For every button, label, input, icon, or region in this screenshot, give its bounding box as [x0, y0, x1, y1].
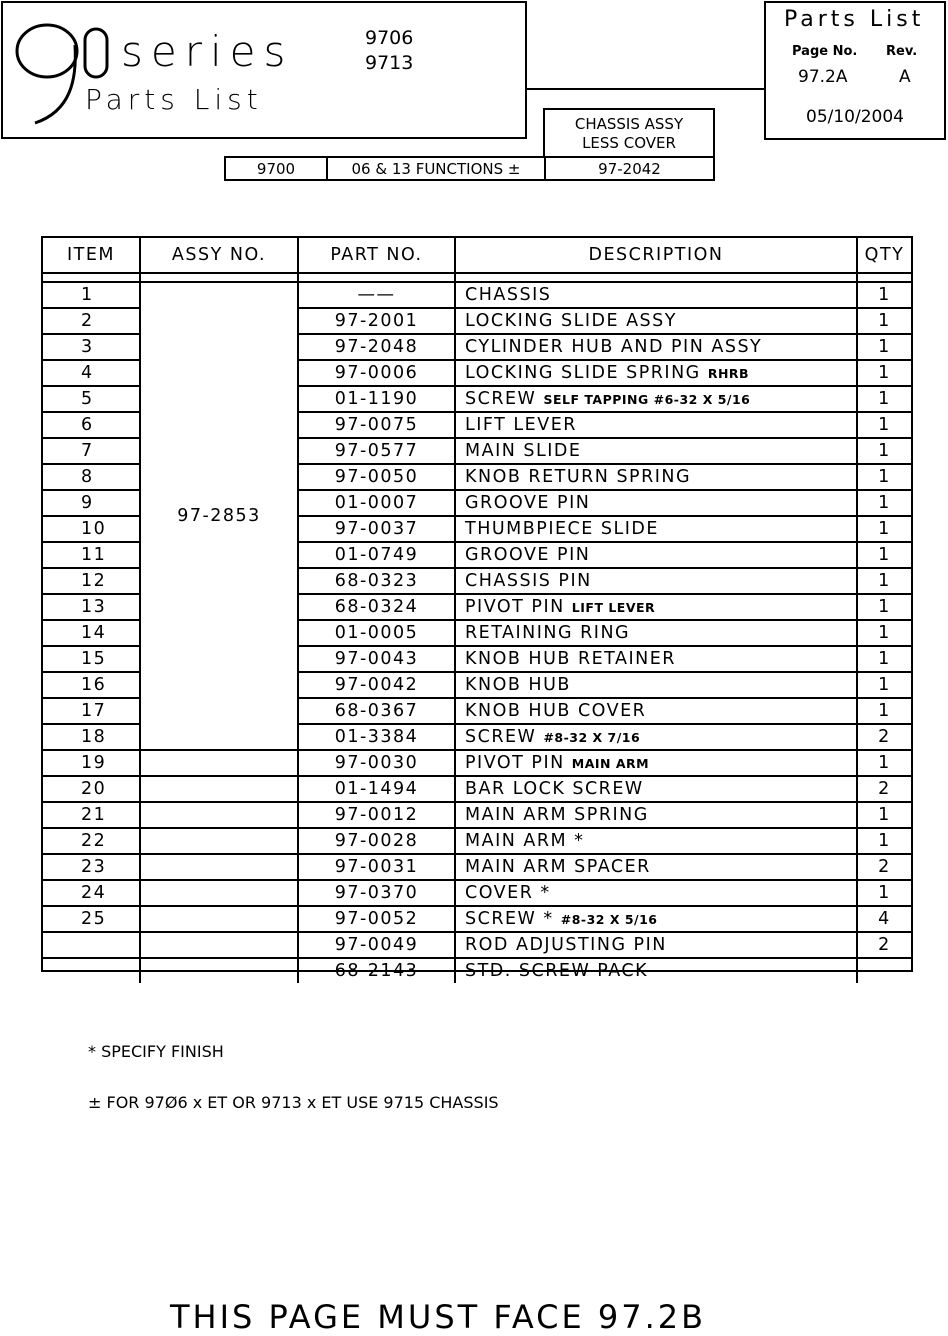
description-text: LOCKING SLIDE SPRING: [465, 363, 701, 383]
part-description: [455, 620, 857, 646]
quantity: 1: [857, 828, 911, 854]
description-text: THUMBPIECE SLIDE: [465, 519, 659, 539]
part-number: 97-0012: [298, 802, 455, 828]
item-number: 1: [43, 282, 140, 308]
assembly-number: 97-2853: [140, 282, 298, 750]
quantity: 1: [857, 438, 911, 464]
description-text: COVER *: [465, 883, 551, 903]
header-qty: QTY: [857, 238, 911, 273]
part-number: 01-1190: [298, 386, 455, 412]
part-number: 97-0031: [298, 854, 455, 880]
quantity: 1: [857, 412, 911, 438]
description-text: RETAINING RING: [465, 623, 631, 643]
quantity: [857, 958, 911, 983]
item-number: 15: [43, 646, 140, 672]
assembly-model: 9700: [226, 158, 328, 179]
quantity: 1: [857, 386, 911, 412]
part-description: [455, 542, 857, 568]
part-description: [455, 438, 857, 464]
part-description: [455, 698, 857, 724]
quantity: 1: [857, 750, 911, 776]
table-row: [43, 282, 911, 308]
part-number: 97-0006: [298, 360, 455, 386]
part-description: [455, 282, 857, 308]
quantity: 1: [857, 464, 911, 490]
quantity: 1: [857, 672, 911, 698]
item-number: 5: [43, 386, 140, 412]
parts-list-heading: Parts List: [85, 83, 263, 116]
item-number: 25: [43, 906, 140, 932]
parts-table: [41, 236, 913, 981]
part-description: [455, 360, 857, 386]
description-note: MAIN ARM: [571, 756, 650, 771]
description-note: SELF TAPPING #6-32 X 5/16: [543, 392, 751, 407]
series-title-block: [1, 1, 527, 139]
quantity: 2: [857, 854, 911, 880]
quantity: 2: [857, 724, 911, 750]
table-row: [43, 828, 911, 854]
revision-date: 05/10/2004: [806, 107, 904, 127]
item-number: 11: [43, 542, 140, 568]
part-number: 97-0049: [298, 932, 455, 958]
part-number: 97-0037: [298, 516, 455, 542]
item-number: 21: [43, 802, 140, 828]
description-text: GROOVE PIN: [465, 545, 591, 565]
part-number: 01-0749: [298, 542, 455, 568]
quantity: 1: [857, 698, 911, 724]
header-part: PART NO.: [298, 238, 455, 273]
part-description: [455, 516, 857, 542]
part-number: 01-0007: [298, 490, 455, 516]
page-facing-footer: THIS PAGE MUST FACE 97.2B: [170, 1298, 707, 1336]
description-text: PIVOT PIN: [465, 753, 565, 773]
item-number: 19: [43, 750, 140, 776]
item-number: 17: [43, 698, 140, 724]
part-description: [455, 724, 857, 750]
item-number: 2: [43, 308, 140, 334]
assembly-number-empty: [140, 828, 298, 854]
item-number: 23: [43, 854, 140, 880]
part-number: 68-0367: [298, 698, 455, 724]
description-text: KNOB RETURN SPRING: [465, 467, 692, 487]
part-number: 97-0043: [298, 646, 455, 672]
quantity: 1: [857, 594, 911, 620]
table-row: [43, 750, 911, 776]
item-number: 13: [43, 594, 140, 620]
description-text: SCREW: [465, 389, 537, 409]
part-number: ——: [298, 282, 455, 308]
quantity: 1: [857, 516, 911, 542]
header-spacer: [43, 273, 911, 282]
assembly-number-empty: [140, 854, 298, 880]
part-number: 97-0050: [298, 464, 455, 490]
table-row: [43, 958, 911, 983]
table-row: [43, 880, 911, 906]
page-no-label: Page No.: [792, 44, 858, 59]
model-number-1: 9706: [365, 27, 414, 49]
assembly-number-empty: [140, 802, 298, 828]
part-number: 68-2143: [298, 958, 455, 983]
description-text: ROD ADJUSTING PIN: [465, 935, 667, 955]
description-text: GROOVE PIN: [465, 493, 591, 513]
description-text: KNOB HUB: [465, 675, 571, 695]
quantity: 1: [857, 620, 911, 646]
header-description: DESCRIPTION: [455, 238, 857, 273]
assembly-title-box: [543, 108, 715, 158]
part-description: [455, 334, 857, 360]
item-number: 8: [43, 464, 140, 490]
quantity: 1: [857, 490, 911, 516]
part-description: [455, 776, 857, 802]
part-description: [455, 308, 857, 334]
quantity: 1: [857, 308, 911, 334]
assembly-functions: 06 & 13 FUNCTIONS ±: [328, 158, 546, 179]
part-number: 97-0370: [298, 880, 455, 906]
description-note: LIFT LEVER: [571, 600, 656, 615]
quantity: 1: [857, 646, 911, 672]
item-number: 18: [43, 724, 140, 750]
assembly-number-empty: [140, 958, 298, 983]
page-info-block: [764, 1, 946, 140]
part-number: 97-0042: [298, 672, 455, 698]
description-text: MAIN ARM SPACER: [465, 857, 651, 877]
part-description: [455, 880, 857, 906]
series-word: series: [121, 27, 294, 76]
part-description: [455, 802, 857, 828]
model-number-2: 9713: [365, 52, 414, 74]
quantity: 4: [857, 906, 911, 932]
chassis-note: ± FOR 97Ø6 x ET OR 9713 x ET USE 9715 CHASSIS: [88, 1093, 499, 1112]
item-number: 9: [43, 490, 140, 516]
part-number: 97-0577: [298, 438, 455, 464]
part-number: 01-1494: [298, 776, 455, 802]
description-text: MAIN ARM *: [465, 831, 585, 851]
description-text: KNOB HUB RETAINER: [465, 649, 676, 669]
description-text: STD. SCREW PACK: [465, 961, 649, 981]
description-text: CHASSIS PIN: [465, 571, 592, 591]
description-text: PIVOT PIN: [465, 597, 565, 617]
description-text: LIFT LEVER: [465, 415, 577, 435]
description-text: MAIN ARM SPRING: [465, 805, 649, 825]
part-description: [455, 750, 857, 776]
assembly-number-empty: [140, 750, 298, 776]
rev-value: A: [899, 67, 911, 87]
table-row: [43, 776, 911, 802]
part-description: [455, 464, 857, 490]
quantity: 1: [857, 542, 911, 568]
item-number: 16: [43, 672, 140, 698]
item-number: 4: [43, 360, 140, 386]
item-number: 10: [43, 516, 140, 542]
table-row: [43, 906, 911, 932]
part-number: 97-0075: [298, 412, 455, 438]
quantity: 2: [857, 932, 911, 958]
part-description: [455, 594, 857, 620]
page-no-value: 97.2A: [798, 67, 848, 87]
item-number: 24: [43, 880, 140, 906]
item-number: 14: [43, 620, 140, 646]
description-note: #8-32 X 5/16: [560, 912, 658, 927]
part-number: 68-0324: [298, 594, 455, 620]
page-info-title: Parts List: [784, 7, 925, 32]
header-item: ITEM: [43, 238, 140, 273]
part-description: [455, 854, 857, 880]
table-row: [43, 932, 911, 958]
part-description: [455, 828, 857, 854]
part-description: [455, 568, 857, 594]
assembly-title-line-1: CHASSIS ASSY: [574, 115, 684, 133]
description-text: LOCKING SLIDE ASSY: [465, 311, 677, 331]
description-text: MAIN SLIDE: [465, 441, 582, 461]
connector-line: [527, 88, 764, 90]
item-number: 3: [43, 334, 140, 360]
item-number: 22: [43, 828, 140, 854]
part-description: [455, 386, 857, 412]
item-number: 7: [43, 438, 140, 464]
part-description: [455, 646, 857, 672]
item-number: 12: [43, 568, 140, 594]
quantity: 2: [857, 776, 911, 802]
assembly-number-empty: [140, 932, 298, 958]
rev-label: Rev.: [886, 44, 918, 59]
quantity: 1: [857, 282, 911, 308]
description-text: CYLINDER HUB AND PIN ASSY: [465, 337, 763, 357]
item-number: 20: [43, 776, 140, 802]
assembly-title-line-2: LESS COVER: [582, 134, 676, 152]
item-number: [43, 932, 140, 958]
item-number: [43, 958, 140, 983]
table-row: [43, 802, 911, 828]
table-header-row: [43, 238, 911, 273]
description-note: RHRB: [707, 366, 750, 381]
description-text: SCREW *: [465, 909, 554, 929]
quantity: 1: [857, 334, 911, 360]
description-text: SCREW: [465, 727, 537, 747]
quantity: 1: [857, 568, 911, 594]
item-number: 6: [43, 412, 140, 438]
part-number: 97-0028: [298, 828, 455, 854]
part-description: [455, 412, 857, 438]
finish-note: * SPECIFY FINISH: [88, 1042, 224, 1061]
part-number: 97-0030: [298, 750, 455, 776]
part-description: [455, 932, 857, 958]
part-description: [455, 490, 857, 516]
part-number: 97-0052: [298, 906, 455, 932]
header-assy: ASSY NO.: [140, 238, 298, 273]
part-number: 97-2001: [298, 308, 455, 334]
part-description: [455, 958, 857, 983]
description-text: CHASSIS: [465, 285, 552, 305]
part-number: 68-0323: [298, 568, 455, 594]
part-description: [455, 906, 857, 932]
part-number: 01-0005: [298, 620, 455, 646]
description-text: KNOB HUB COVER: [465, 701, 647, 721]
part-description: [455, 672, 857, 698]
assembly-info-row: [224, 156, 715, 181]
quantity: 1: [857, 802, 911, 828]
description-note: #8-32 X 7/16: [543, 730, 641, 745]
assembly-number-empty: [140, 906, 298, 932]
assembly-number-empty: [140, 880, 298, 906]
part-number: 97-2048: [298, 334, 455, 360]
quantity: 1: [857, 880, 911, 906]
table-row: [43, 854, 911, 880]
description-text: BAR LOCK SCREW: [465, 779, 644, 799]
assembly-number-empty: [140, 776, 298, 802]
part-number: 01-3384: [298, 724, 455, 750]
quantity: 1: [857, 360, 911, 386]
assembly-part-number: 97-2042: [598, 160, 661, 178]
